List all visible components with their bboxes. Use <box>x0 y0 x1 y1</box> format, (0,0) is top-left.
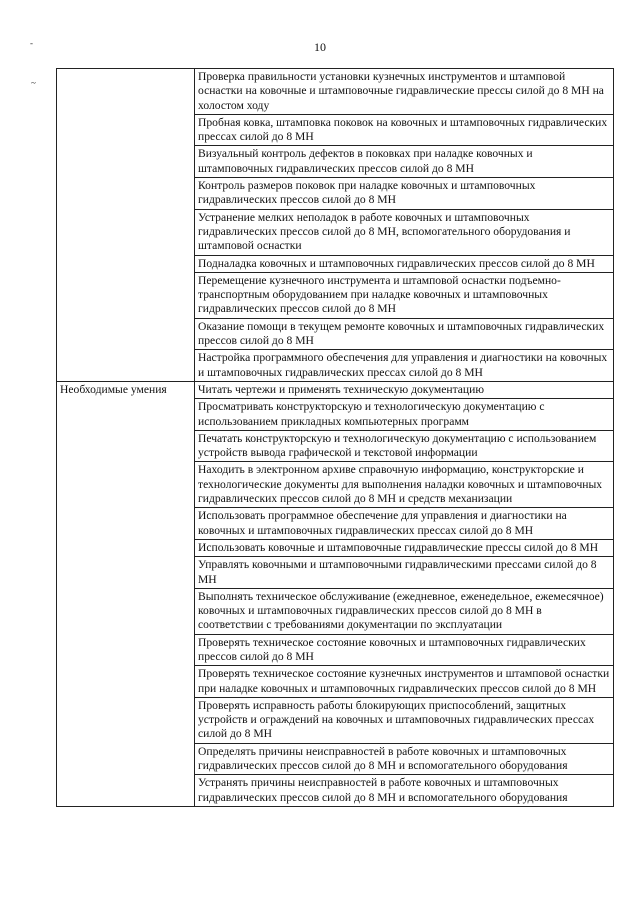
table-cell: Определять причины неисправностей в работе ковочных и штамповочных гидравлических прессов силой до 8 МН и вспомогательного оборудования <box>195 743 614 775</box>
table-cell: Подналадка ковочных и штамповочных гидравлических прессов силой до 8 МН <box>195 255 614 272</box>
table-cell: Проверять исправность работы блокирующих приспособлений, защитных устройств и ограждений на ковочных и штамповочных гидравлических прессах силой до 8 МН <box>195 697 614 743</box>
table-cell: Выполнять техническое обслуживание (ежедневное, еженедельное, ежемесячное) ковочных и штамповочных гидравлических прессов силой до 8 МН в соответствии с требованиями документации по эксплуатации <box>195 588 614 634</box>
table-cell: Проверять техническое состояние ковочных и штамповочных гидравлических прессов силой до 8 МН <box>195 634 614 666</box>
table-cell: Пробная ковка, штамповка поковок на ковочных и штамповочных гидравлических прессах силой до 8 МН <box>195 114 614 146</box>
table-cell: Проверка правильности установки кузнечных инструментов и штамповой оснастки на ковочные и штамповочные гидравлические прессы силой до 8 МН на холостом ходу <box>195 69 614 115</box>
scan-mark: - <box>30 38 33 48</box>
table-cell: Оказание помощи в текущем ремонте ковочных и штамповочных гидравлических прессов силой до 8 МН <box>195 318 614 350</box>
table-cell: Визуальный контроль дефектов в поковках при наладке ковочных и штамповочных гидравлических прессов силой до 8 МН <box>195 146 614 178</box>
table-cell: Перемещение кузнечного инструмента и штамповой оснастки подъемно-транспортным оборудованием при наладке ковочных и штамповочных гидравлических прессов силой до 8 МН <box>195 272 614 318</box>
skills-label: Необходимые умения <box>57 381 195 806</box>
table-cell: Просматривать конструкторскую и технологическую документацию с использованием прикладных компьютерных программ <box>195 399 614 431</box>
table-row <box>57 381 614 398</box>
table-cell: Печатать конструкторскую и технологическую документацию с использованием устройств вывода графической и текстовой информации <box>195 430 614 462</box>
competency-table <box>56 68 614 807</box>
table-cell: Проверять техническое состояние кузнечных инструментов и штамповой оснастки при наладке ковочных и штамповочных гидравлических прессов силой до 8 МН <box>195 666 614 698</box>
table-cell: Настройка программного обеспечения для управления и диагностики на ковочных и штамповочных гидравлических прессах силой до 8 МН <box>195 350 614 382</box>
scan-mark: ~ <box>31 78 36 88</box>
table-cell: Устранять причины неисправностей в работе ковочных и штамповочных гидравлических прессов силой до 8 МН и вспомогательного оборудования <box>195 775 614 807</box>
labor-actions-label-cell <box>57 69 195 382</box>
table-cell: Устранение мелких неполадок в работе ковочных и штамповочных гидравлических прессов силой до 8 МН, вспомогательного оборудования и штамповой оснастки <box>195 209 614 255</box>
table-cell: Использовать программное обеспечение для управления и диагностики на ковочных и штамповочных гидравлических прессах силой до 8 МН <box>195 508 614 540</box>
page-number: 10 <box>314 40 326 54</box>
table-cell: Контроль размеров поковок при наладке ковочных и штамповочных гидравлических прессов силой до 8 МН <box>195 178 614 210</box>
table-cell: Управлять ковочными и штамповочными гидравлическими прессами силой до 8 МН <box>195 557 614 589</box>
table-cell: Находить в электронном архиве справочную информацию, конструкторские и технологические документы для выполнения наладки ковочных и штамповочных гидравлических прессов силой до 8 МН и средств механизации <box>195 462 614 508</box>
table-cell: Использовать ковочные и штамповочные гидравлические прессы силой до 8 МН <box>195 539 614 556</box>
table-row <box>57 69 614 115</box>
table-cell: Читать чертежи и применять техническую документацию <box>195 381 614 398</box>
